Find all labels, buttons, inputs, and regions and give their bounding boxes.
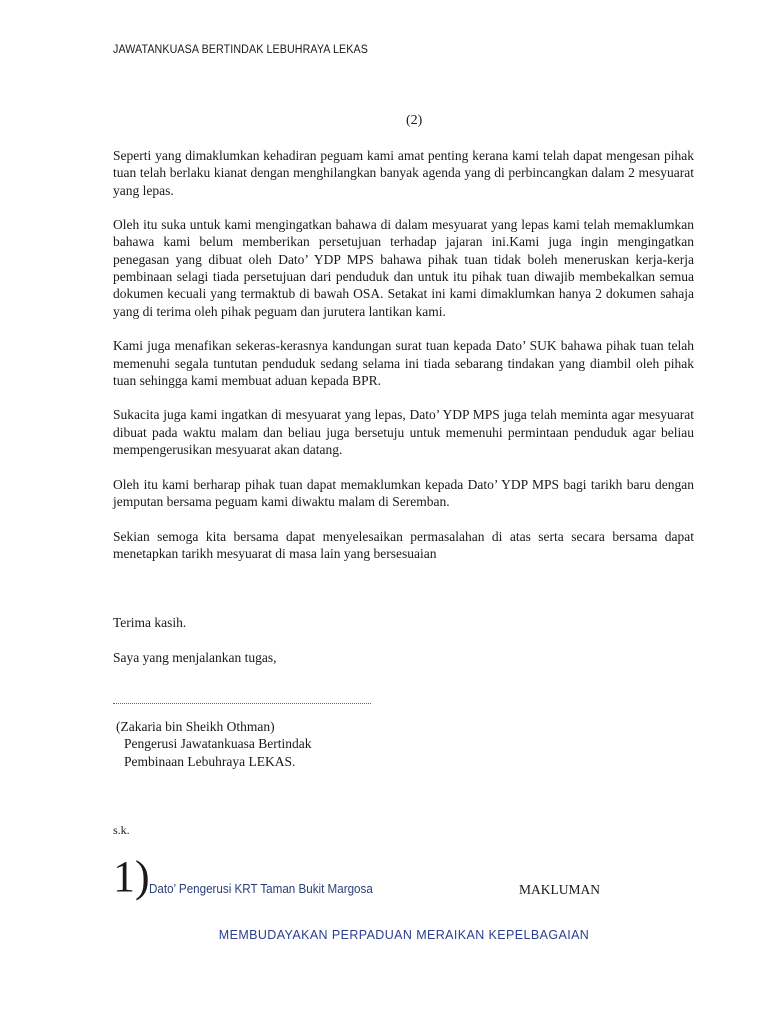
- paragraph-4: Sukacita juga kami ingatkan di mesyuarat yang lepas, Dato’ YDP MPS juga telah meminta agar mesyuarat dibuat pada waktu malam dan beliau juga bersetuju untuk memenuhi permintaan penduduk agar beliau mempengerusikan mesyuarat akan datang.: [113, 407, 694, 458]
- footer-motto-text: MEMBUDAYAKAN PERPADUAN MERAIKAN KEPELBAGAIAN: [218, 928, 590, 942]
- signatory-name: (Zakaria bin Sheikh Othman): [116, 719, 275, 734]
- signature-block: [116, 718, 311, 770]
- paragraph-2: Oleh itu suka untuk kami mengingatkan bahawa di dalam mesyuarat yang lepas kami telah memaklumkan bahawa kami belum memberikan persetujuan terhadap jajaran ini.Kami juga ingin mengingatkan penegasan yang dibuat oleh Dato’ YDP MPS bahawa pihak tuan tidak boleh meneruskan kerja-kerja pembinaan selagi tiada persetujuan dari penduduk dan untuk itu pihak tuan diwajib membekalkan semua dokumen kecuali yang termaktub di bawah OSA. Setakat ini kami dimaklumkan hanya 2 dokumen sahaja yang di terima oleh pihak peguam dan jurutera lantikan kami.: [113, 217, 694, 319]
- paragraph-1: Seperti yang dimaklumkan kehadiran peguam kami amat penting kerana kami telah dapat mengesan pihak tuan telah berlaku kianat dengan menghilangkan banyak agenda yang di perbincangkan dalam 2 mesyuarat yang lepas.: [113, 148, 694, 198]
- signatory-title-line-2: Pembinaan Lebuhraya LEKAS.: [124, 753, 296, 769]
- closing-yours: Saya yang menjalankan tugas,: [113, 650, 277, 665]
- letterhead-title: JAWATANKUASA BERTINDAK LEBUHRAYA LEKAS: [113, 44, 368, 56]
- signatory-title-line-1: Pengerusi Jawatankuasa Bertindak: [124, 736, 312, 752]
- cc-recipient: Dato’ Pengerusi KRT Taman Bukit Margosa: [149, 882, 373, 896]
- footer-motto: [0, 928, 768, 942]
- cc-item-number: 1): [113, 852, 150, 901]
- cc-label: s.k.: [113, 823, 130, 837]
- paragraph-5: Oleh itu kami berharap pihak tuan dapat memaklumkan kepada Dato’ YDP MPS bagi tarikh baru dengan jemputan bersama peguam kami diwaktu malam di Seremban.: [113, 476, 694, 509]
- signature-line: [113, 703, 371, 704]
- paragraph-6: Sekian semoga kita bersama dapat menyelesaikan permasalahan di atas serta secara bersama dapat menetapkan tarikh mesyuarat di masa lain yang bersesuaian: [113, 528, 694, 561]
- page-number: (2): [406, 113, 423, 128]
- letter-body: [113, 147, 694, 562]
- cc-action: MAKLUMAN: [519, 882, 600, 897]
- closing-thanks: Terima kasih.: [113, 615, 187, 630]
- paragraph-3: Kami juga menafikan sekeras-kerasnya kandungan surat tuan kepada Dato’ SUK bahawa pihak tuan telah memenuhi segala tuntutan penduduk sedang selama ini tiada sebarang tindakan yang diambil oleh pihak tuan sehingga kami membuat aduan kepada BPR.: [113, 338, 694, 388]
